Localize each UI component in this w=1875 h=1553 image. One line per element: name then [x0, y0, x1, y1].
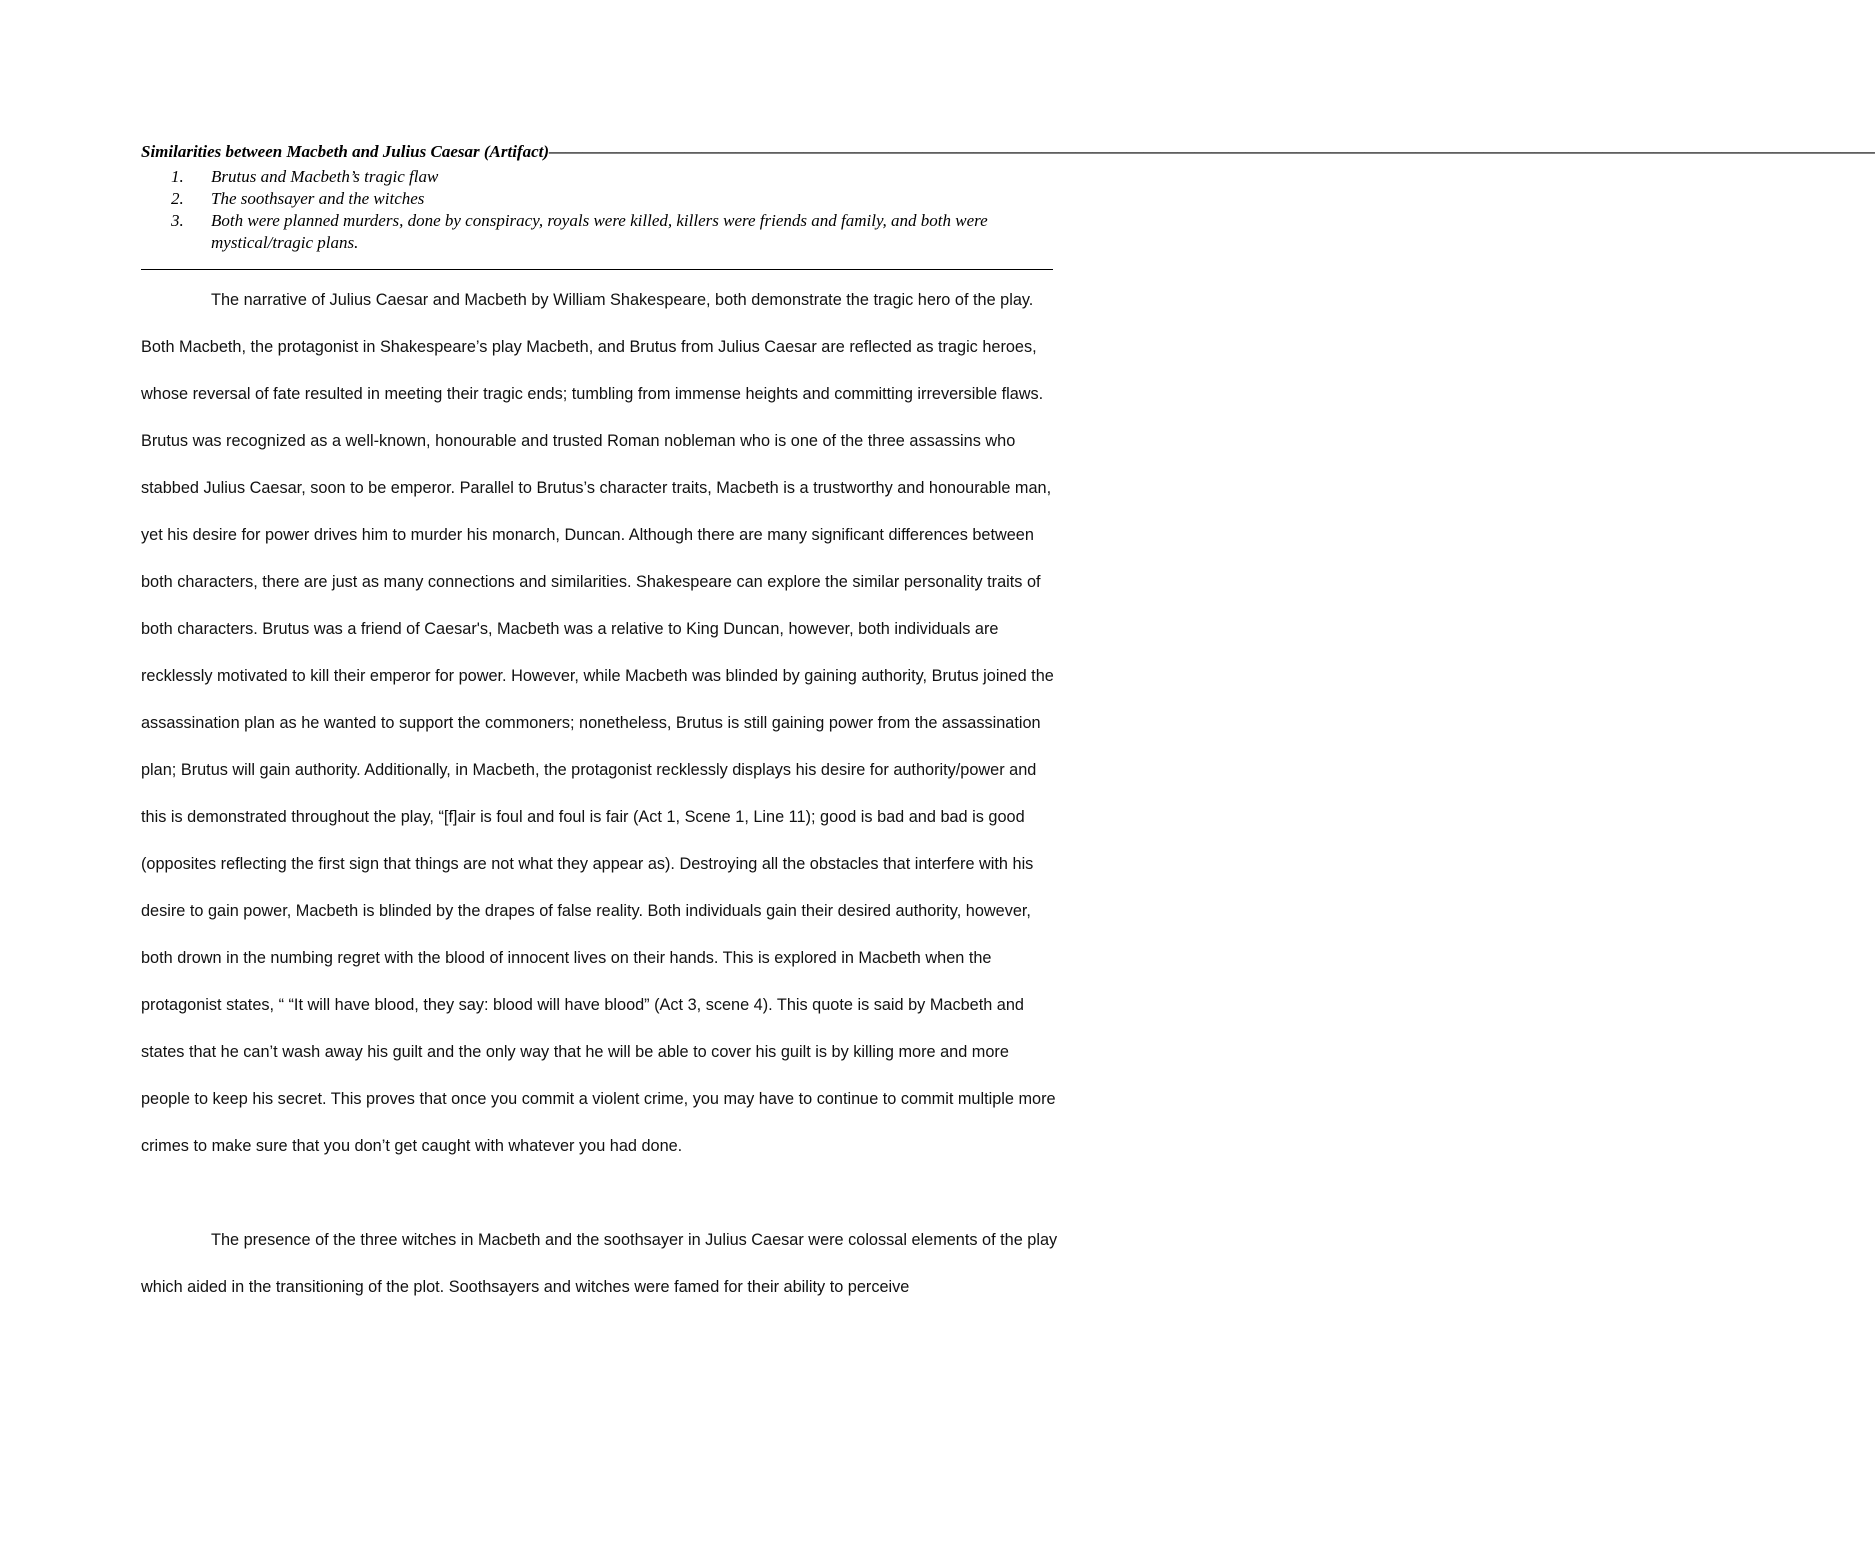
essay-paragraph: The presence of the three witches in Macbeth and the soothsayer in Julius Caesar were colossal elements of the play which aided in the transitioning of the plot. Soothsayers and witches were famed for their ability to perceive: [141, 1231, 1058, 1296]
essay-body: [141, 277, 1061, 1311]
list-item-text: Brutus and Macbeth’s tragic flaw: [211, 167, 439, 186]
document-heading: Similarities between Macbeth and Julius Caesar (Artifact)——————————————————————————————————————————————————————————————————————————————: [141, 142, 1875, 161]
horizontal-divider: [141, 269, 1053, 270]
list-item-number: 1.: [171, 167, 184, 186]
list-item-number: 3.: [171, 211, 184, 230]
list-item-number: 2.: [171, 189, 184, 208]
list-item-text: The soothsayer and the witches: [211, 189, 425, 208]
similarities-list: [141, 166, 1061, 254]
list-item: [141, 188, 1061, 210]
essay-paragraph: The narrative of Julius Caesar and Macbeth by William Shakespeare, both demonstrate the tragic hero of the play. Both Macbeth, the protagonist in Shakespeare’s play Macbeth, and Brutus from Julius Caesar are reflected as tragic heroes, whose reversal of fate resulted in meeting their tragic ends; tumbling from immense heights and committing irreversible flaws. Brutus was recognized as a well-known, honourable and trusted Roman nobleman who is one of the three assassins who stabbed Julius Caesar, soon to be emperor. Parallel to Brutus’s character traits, Macbeth is a trustworthy and honourable man, yet his desire for power drives him to murder his monarch, Duncan. Although there are many significant differences between both characters, there are just as many connections and similarities. Shakespeare can explore the similar personality traits of both characters. Brutus was a friend of Caesar's, Macbeth was a relative to King Duncan, however, both individuals are recklessly motivated to kill their emperor for power. However, while Macbeth was blinded by gaining authority, Brutus joined the assassination plan as he wanted to support the commoners; nonetheless, Brutus is still gaining power from the assassination plan; Brutus will gain authority. Additionally, in Macbeth, the protagonist recklessly displays his desire for authority/power and this is demonstrated throughout the play, “[f]air is foul and foul is fair (Act 1, Scene 1, Line 11); good is bad and bad is good (opposites reflecting the first sign that things are not what they appear as). Destroying all the obstacles that interfere with his desire to gain power, Macbeth is blinded by the drapes of false reality. Both individuals gain their desired authority, however, both drown in the numbing regret with the blood of innocent lives on their hands. This is explored in Macbeth when the protagonist states, “ “It will have blood, they say: blood will have blood” (Act 3, scene 4). This quote is said by Macbeth and states that he can’t wash away his guilt and the only way that he will be able to cover his guilt is by killing more and more people to keep his secret. This proves that once you commit a violent crime, you may have to continue to commit multiple more crimes to make sure that you don’t get caught with whatever you had done.: [141, 291, 1056, 1155]
list-item: [141, 210, 1061, 254]
list-item: [141, 166, 1061, 188]
list-item-text: Both were planned murders, done by conspiracy, royals were killed, killers were friends and family, and both were mystical/tragic plans.: [211, 211, 988, 252]
